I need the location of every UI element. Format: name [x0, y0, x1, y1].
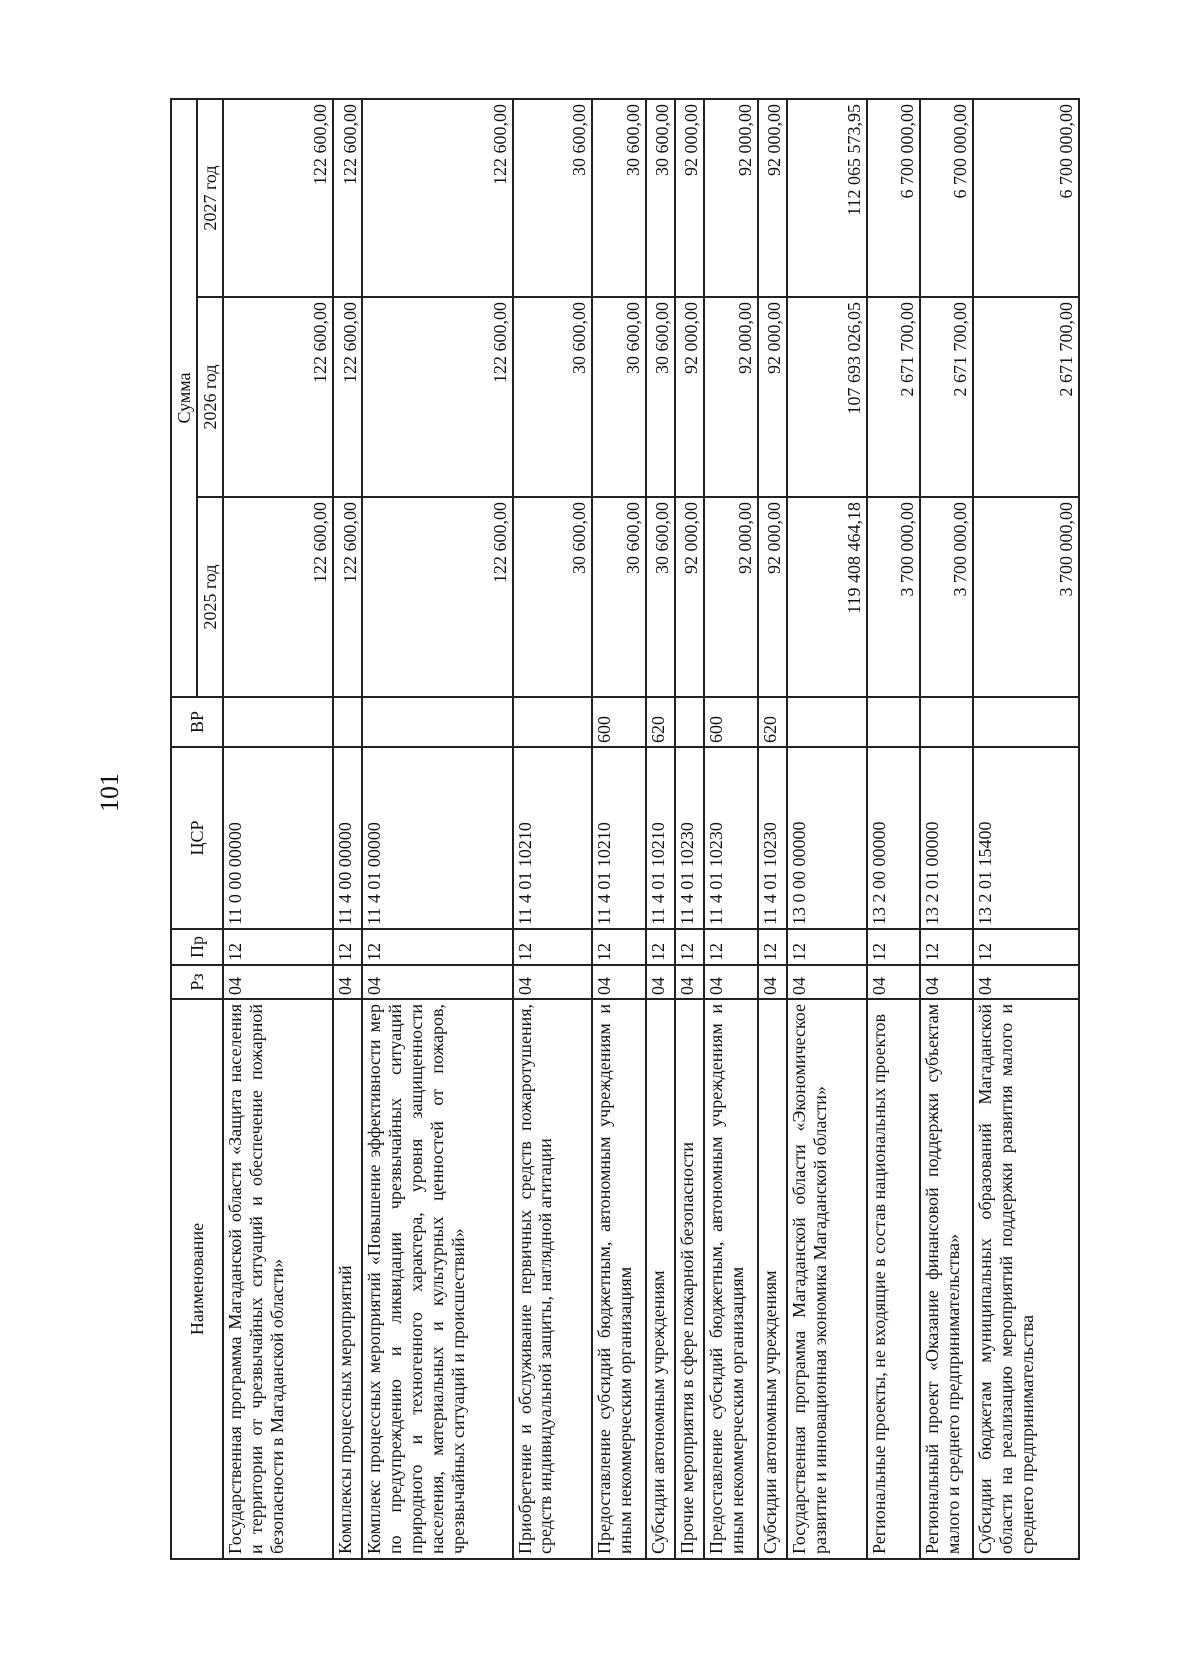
cell-csr: 11 4 01 10210	[592, 747, 646, 929]
cell-name: Субсидии автономным учреждениям	[646, 999, 675, 1559]
cell-vr	[362, 697, 512, 747]
cell-y2025: 119 408 464,18	[787, 497, 867, 697]
table-row	[592, 99, 646, 1559]
cell-y2026: 2 671 700,00	[973, 297, 1079, 497]
cell-y2025: 122 600,00	[223, 497, 333, 697]
cell-y2026: 30 600,00	[513, 297, 593, 497]
cell-csr: 11 4 00 00000	[333, 747, 362, 929]
cell-name: Субсидии бюджетам муниципальных образований Магаданской области на реализацию мероприятий поддержки развития малого и среднего предпринимательства	[973, 999, 1079, 1559]
table-row	[646, 99, 675, 1559]
cell-rz: 04	[646, 965, 675, 999]
cell-y2025: 30 600,00	[592, 497, 646, 697]
cell-y2026: 2 671 700,00	[920, 297, 974, 497]
cell-pr: 12	[646, 929, 675, 965]
cell-pr: 12	[973, 929, 1079, 965]
header-csr: ЦСР	[171, 747, 223, 929]
cell-vr	[920, 697, 974, 747]
cell-pr: 12	[787, 929, 867, 965]
cell-rz: 04	[758, 965, 787, 999]
cell-y2027: 30 600,00	[513, 99, 593, 297]
cell-y2025: 122 600,00	[333, 497, 362, 697]
cell-y2025: 122 600,00	[362, 497, 512, 697]
cell-y2025: 3 700 000,00	[867, 497, 920, 697]
cell-pr: 12	[867, 929, 920, 965]
cell-rz: 04	[920, 965, 974, 999]
cell-y2026: 2 671 700,00	[867, 297, 920, 497]
cell-vr: 600	[592, 697, 646, 747]
cell-pr: 12	[920, 929, 974, 965]
page-number: 101	[95, 773, 124, 812]
cell-name: Региональный проект «Оказание финансовой поддержки субъектам малого и среднего предпринимательства»	[920, 999, 974, 1559]
cell-csr: 11 0 00 00000	[223, 747, 333, 929]
cell-pr: 12	[758, 929, 787, 965]
cell-name: Государственная программа Магаданской области «Защита населения и территории от чрезвычайных ситуаций и обеспечение пожарной безопасности в Магаданской области»	[223, 999, 333, 1559]
cell-y2027: 6 700 000,00	[920, 99, 974, 297]
cell-vr	[867, 697, 920, 747]
cell-rz: 04	[973, 965, 1079, 999]
cell-name: Государственная программа Магаданской области «Экономическое развитие и инновационная экономика Магаданской области»	[787, 999, 867, 1559]
table-row	[704, 99, 758, 1559]
cell-y2025: 92 000,00	[758, 497, 787, 697]
cell-vr	[223, 697, 333, 747]
cell-y2025: 92 000,00	[675, 497, 704, 697]
cell-pr: 12	[362, 929, 512, 965]
table-row	[758, 99, 787, 1559]
cell-name: Субсидии автономным учреждениям	[758, 999, 787, 1559]
cell-y2026: 92 000,00	[758, 297, 787, 497]
cell-rz: 04	[333, 965, 362, 999]
cell-vr	[973, 697, 1079, 747]
cell-y2027: 92 000,00	[758, 99, 787, 297]
cell-name: Комплексы процессных мероприятий	[333, 999, 362, 1559]
header-vr: ВР	[171, 697, 223, 747]
cell-y2027: 112 065 573,95	[787, 99, 867, 297]
cell-y2027: 6 700 000,00	[867, 99, 920, 297]
cell-y2027: 30 600,00	[646, 99, 675, 297]
header-pr: Пр	[171, 929, 223, 965]
cell-vr: 620	[758, 697, 787, 747]
cell-y2025: 3 700 000,00	[920, 497, 974, 697]
table-row	[867, 99, 920, 1559]
cell-name: Предоставление субсидий бюджетным, автономным учреждениям и иным некоммерческим организациям	[704, 999, 758, 1559]
table-row	[920, 99, 974, 1559]
cell-csr: 13 0 00 00000	[787, 747, 867, 929]
table-body	[223, 99, 1079, 1559]
cell-y2027: 122 600,00	[223, 99, 333, 297]
cell-y2025: 92 000,00	[704, 497, 758, 697]
cell-y2026: 122 600,00	[223, 297, 333, 497]
cell-rz: 04	[362, 965, 512, 999]
cell-name: Комплекс процессных мероприятий «Повышение эффективности мер по предупреждению и ликвидации чрезвычайных ситуаций природного и техногенного характера, уровня защищенности населения, материальных и культурных ценностей от пожаров, чрезвычайных ситуаций и происшествий»	[362, 999, 512, 1559]
cell-pr: 12	[704, 929, 758, 965]
table-row	[513, 99, 593, 1559]
cell-csr: 11 4 01 10210	[646, 747, 675, 929]
cell-vr	[513, 697, 593, 747]
cell-y2026: 122 600,00	[333, 297, 362, 497]
cell-pr: 12	[333, 929, 362, 965]
cell-y2027: 92 000,00	[704, 99, 758, 297]
cell-name: Региональные проекты, не входящие в состав национальных проектов	[867, 999, 920, 1559]
cell-rz: 04	[675, 965, 704, 999]
cell-name: Приобретение и обслуживание первичных средств пожаротушения, средств индивидуальной защиты, наглядной агитации	[513, 999, 593, 1559]
cell-pr: 12	[223, 929, 333, 965]
cell-y2026: 92 000,00	[704, 297, 758, 497]
header-2025: 2025 год	[197, 497, 223, 697]
header-sum: Сумма	[171, 99, 197, 697]
cell-pr: 12	[592, 929, 646, 965]
header-rz: Рз	[171, 965, 223, 999]
rotated-table-wrapper	[170, 100, 1080, 1560]
cell-vr	[787, 697, 867, 747]
cell-rz: 04	[867, 965, 920, 999]
cell-y2027: 92 000,00	[675, 99, 704, 297]
table-row	[333, 99, 362, 1559]
cell-rz: 04	[704, 965, 758, 999]
header-name: Наименование	[171, 999, 223, 1559]
cell-csr: 11 4 01 10230	[675, 747, 704, 929]
table-row	[675, 99, 704, 1559]
cell-vr	[333, 697, 362, 747]
cell-y2027: 122 600,00	[333, 99, 362, 297]
cell-pr: 12	[513, 929, 593, 965]
cell-y2026: 92 000,00	[675, 297, 704, 497]
cell-csr: 11 4 01 00000	[362, 747, 512, 929]
cell-vr: 600	[704, 697, 758, 747]
cell-csr: 11 4 01 10230	[758, 747, 787, 929]
cell-y2027: 6 700 000,00	[973, 99, 1079, 297]
cell-rz: 04	[223, 965, 333, 999]
cell-rz: 04	[592, 965, 646, 999]
cell-rz: 04	[787, 965, 867, 999]
cell-csr: 11 4 01 10230	[704, 747, 758, 929]
cell-rz: 04	[513, 965, 593, 999]
table-row	[223, 99, 333, 1559]
cell-y2026: 107 693 026,05	[787, 297, 867, 497]
cell-y2027: 122 600,00	[362, 99, 512, 297]
cell-y2026: 122 600,00	[362, 297, 512, 497]
cell-y2026: 30 600,00	[592, 297, 646, 497]
table-row	[973, 99, 1079, 1559]
budget-table	[170, 98, 1080, 1560]
table-row	[787, 99, 867, 1559]
cell-y2025: 3 700 000,00	[973, 497, 1079, 697]
cell-y2027: 30 600,00	[592, 99, 646, 297]
table-row	[362, 99, 512, 1559]
cell-y2026: 30 600,00	[646, 297, 675, 497]
cell-csr: 13 2 00 00000	[867, 747, 920, 929]
cell-name: Предоставление субсидий бюджетным, автономным учреждениям и иным некоммерческим организациям	[592, 999, 646, 1559]
cell-vr: 620	[646, 697, 675, 747]
cell-pr: 12	[675, 929, 704, 965]
cell-vr	[675, 697, 704, 747]
cell-y2025: 30 600,00	[646, 497, 675, 697]
cell-csr: 13 2 01 00000	[920, 747, 974, 929]
cell-name: Прочие мероприятия в сфере пожарной безопасности	[675, 999, 704, 1559]
header-2026: 2026 год	[197, 297, 223, 497]
header-2027: 2027 год	[197, 99, 223, 297]
cell-csr: 13 2 01 15400	[973, 747, 1079, 929]
cell-y2025: 30 600,00	[513, 497, 593, 697]
cell-csr: 11 4 01 10210	[513, 747, 593, 929]
